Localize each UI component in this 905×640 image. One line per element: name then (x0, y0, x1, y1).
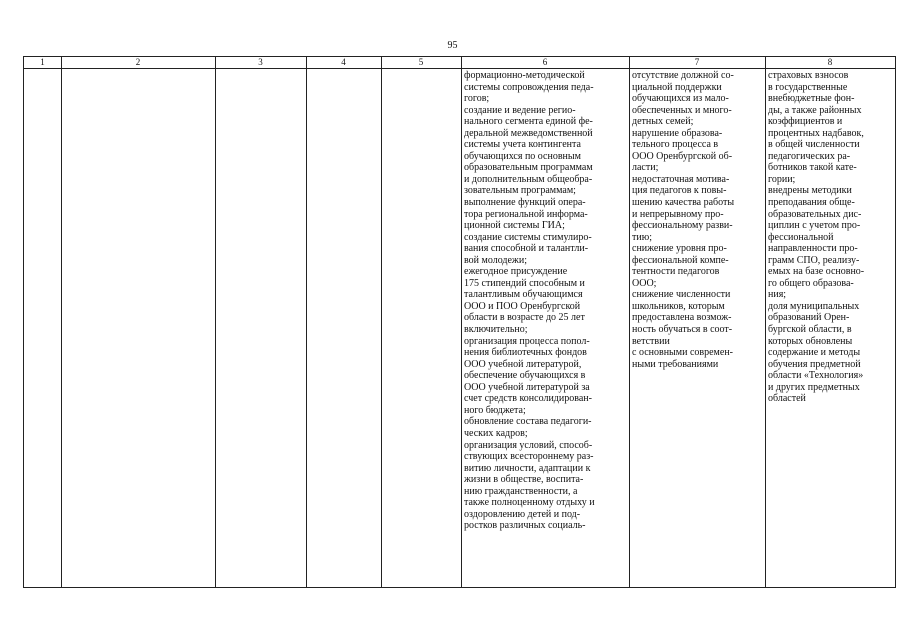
cell-line: нарушение образова- (632, 127, 723, 139)
cell-line: снижение уровня про- (632, 243, 727, 255)
cell-line: образований Орен- (768, 312, 850, 324)
cell-line: внебюджетные фон- (768, 93, 855, 105)
cell-line: снижение численности (632, 289, 731, 301)
cell-line: ными требованиями (632, 358, 719, 370)
cell-line: вания способной и талантли- (464, 243, 589, 255)
column-number-1: 1 (40, 57, 45, 67)
cell-line: ния; (768, 289, 787, 301)
cell-line: недостаточная мотива- (632, 173, 730, 185)
cell-line: с основными современ- (632, 347, 733, 359)
cell-line: формационно-методической (464, 70, 585, 81)
cell-line: обучения предметной (768, 358, 861, 370)
column-number-4: 4 (341, 57, 346, 67)
cell-line: ООО; (632, 277, 657, 289)
column-6-text (464, 70, 628, 587)
column-7-text (632, 70, 764, 587)
cell-line: нального сегмента единой фе- (464, 116, 593, 128)
cell-line: в государственные (768, 81, 848, 93)
cell-line: шению качества работы (632, 197, 735, 209)
cell-line: выполнение функций опера- (464, 197, 586, 209)
cell-line: ного бюджета; (464, 404, 526, 416)
cell-line: области «Технология» (768, 370, 864, 382)
cell-line: ООО учебной литературой, (464, 358, 582, 370)
header-separator (24, 68, 895, 69)
cell-line: талантливым обучающимся (464, 289, 583, 301)
cell-line: также полноценному отдыху и (464, 497, 595, 509)
cell-line: ды, а также районных (768, 104, 862, 116)
cell-line: витию личности, адаптации к (464, 462, 591, 474)
cell-line: фессиональному разви- (632, 220, 733, 232)
cell-line: в общей численности (768, 139, 860, 151)
cell-line: преподавания обще- (768, 197, 855, 209)
cell-line: счет средств консолидирован- (464, 393, 592, 405)
column-divider (765, 57, 766, 587)
cell-line: ежегодное присуждение (464, 266, 568, 278)
column-divider (61, 57, 62, 587)
cell-line: обновление состава педагоги- (464, 416, 592, 428)
column-number-2: 2 (135, 57, 141, 67)
cell-line: гогов; (464, 93, 490, 105)
cell-line: включительно; (464, 324, 528, 336)
cell-line: ческих кадров; (464, 427, 528, 439)
cell-line: обеспечение обучающихся в (464, 370, 586, 382)
cell-line: деральной межведомственной (464, 127, 593, 139)
page-number: 95 (447, 40, 458, 51)
cell-line: системы учета контингента (464, 139, 581, 151)
cell-line: педагогических ра- (768, 150, 851, 162)
column-8-text (768, 70, 894, 587)
column-divider (215, 57, 216, 587)
cell-line: внедрены методики (768, 185, 852, 197)
column-divider (629, 57, 630, 587)
column-number-5: 5 (418, 57, 424, 67)
cell-line: 175 стипендий способным и (464, 277, 585, 289)
cell-line: обучающихся по основным (464, 150, 581, 162)
cell-line: емых на базе основно- (768, 266, 865, 278)
cell-line: зовательным программам; (464, 185, 576, 197)
cell-line: ционной системы ГИА; (464, 220, 565, 232)
cell-line: образовательным программам (464, 162, 593, 174)
cell-line: фессиональной (768, 231, 834, 243)
cell-line: системы сопровождения педа- (464, 81, 594, 93)
cell-line: страховых взносов (768, 70, 849, 81)
cell-line: создание и ведение регио- (464, 104, 576, 116)
cell-line: ность обучаться в соот- (632, 324, 733, 336)
column-divider (461, 57, 462, 587)
cell-line: тельного процесса в (632, 139, 719, 151)
cell-line: тора региональной информа- (464, 208, 588, 220)
cell-line: тентности педагогов (632, 266, 720, 278)
cell-line: областей (768, 393, 806, 405)
document-table (23, 56, 896, 588)
cell-line: ООО и ПОО Оренбургской (464, 300, 581, 312)
cell-line: и других предметных (768, 381, 860, 393)
cell-line: обеспеченных и много- (632, 104, 732, 116)
cell-line: бургской области, в (768, 324, 852, 336)
cell-line: ООО учебной литературой за (464, 381, 590, 393)
cell-line: коэффициентов и (768, 116, 843, 128)
cell-line: процентных надбавок, (768, 127, 864, 139)
cell-line: образовательных дис- (768, 208, 862, 220)
cell-line: доля муниципальных (768, 300, 860, 312)
cell-line: го общего образова- (768, 277, 854, 289)
column-number-8: 8 (827, 57, 833, 67)
cell-line: гории; (768, 173, 796, 185)
cell-line: ростков различных социаль- (464, 520, 586, 532)
cell-line: ласти; (632, 162, 659, 174)
cell-line: обучающихся из мало- (632, 93, 729, 105)
cell-line: направленности про- (768, 243, 858, 255)
cell-line: циплин с учетом про- (768, 220, 861, 232)
cell-line: грамм СПО, реализу- (768, 254, 860, 266)
cell-line: организация условий, способ- (464, 439, 593, 451)
cell-line: и дополнительным общеобра- (464, 173, 593, 185)
cell-line: области в возрасте до 25 лет (464, 312, 585, 324)
cell-line: тию; (632, 231, 652, 243)
cell-line: оздоровлению детей и под- (464, 508, 581, 520)
cell-line: предоставлена возмож- (632, 312, 732, 324)
column-divider (381, 57, 382, 587)
column-number-7: 7 (694, 57, 700, 67)
cell-line: школьников, которым (632, 300, 725, 312)
cell-line: ствующих всестороннему раз- (464, 451, 594, 463)
cell-line: детных семей; (632, 116, 694, 128)
cell-line: фессиональной компе- (632, 254, 729, 266)
cell-line: вой молодежи; (464, 254, 527, 266)
cell-line: отсутствие должной со- (632, 70, 734, 81)
cell-line: содержание и методы (768, 347, 861, 359)
column-number-6: 6 (542, 57, 548, 67)
column-divider (306, 57, 307, 587)
cell-line: организация процесса попол- (464, 335, 590, 347)
cell-line: создание системы стимулиро- (464, 231, 592, 243)
cell-line: ботников такой кате- (768, 162, 857, 174)
cell-line: нию гражданственности, а (464, 485, 578, 497)
cell-line: ветствии (632, 335, 670, 347)
cell-line: жизни в обществе, воспита- (464, 474, 584, 486)
column-number-3: 3 (258, 57, 263, 67)
cell-line: ООО Оренбургской об- (632, 150, 733, 162)
cell-line: которых обновлены (768, 335, 853, 347)
cell-line: нения библиотечных фондов (464, 347, 587, 359)
cell-line: и непрерывному про- (632, 208, 724, 220)
cell-line: ция педагогов к повы- (632, 185, 727, 197)
cell-line: циальной поддержки (632, 81, 722, 93)
